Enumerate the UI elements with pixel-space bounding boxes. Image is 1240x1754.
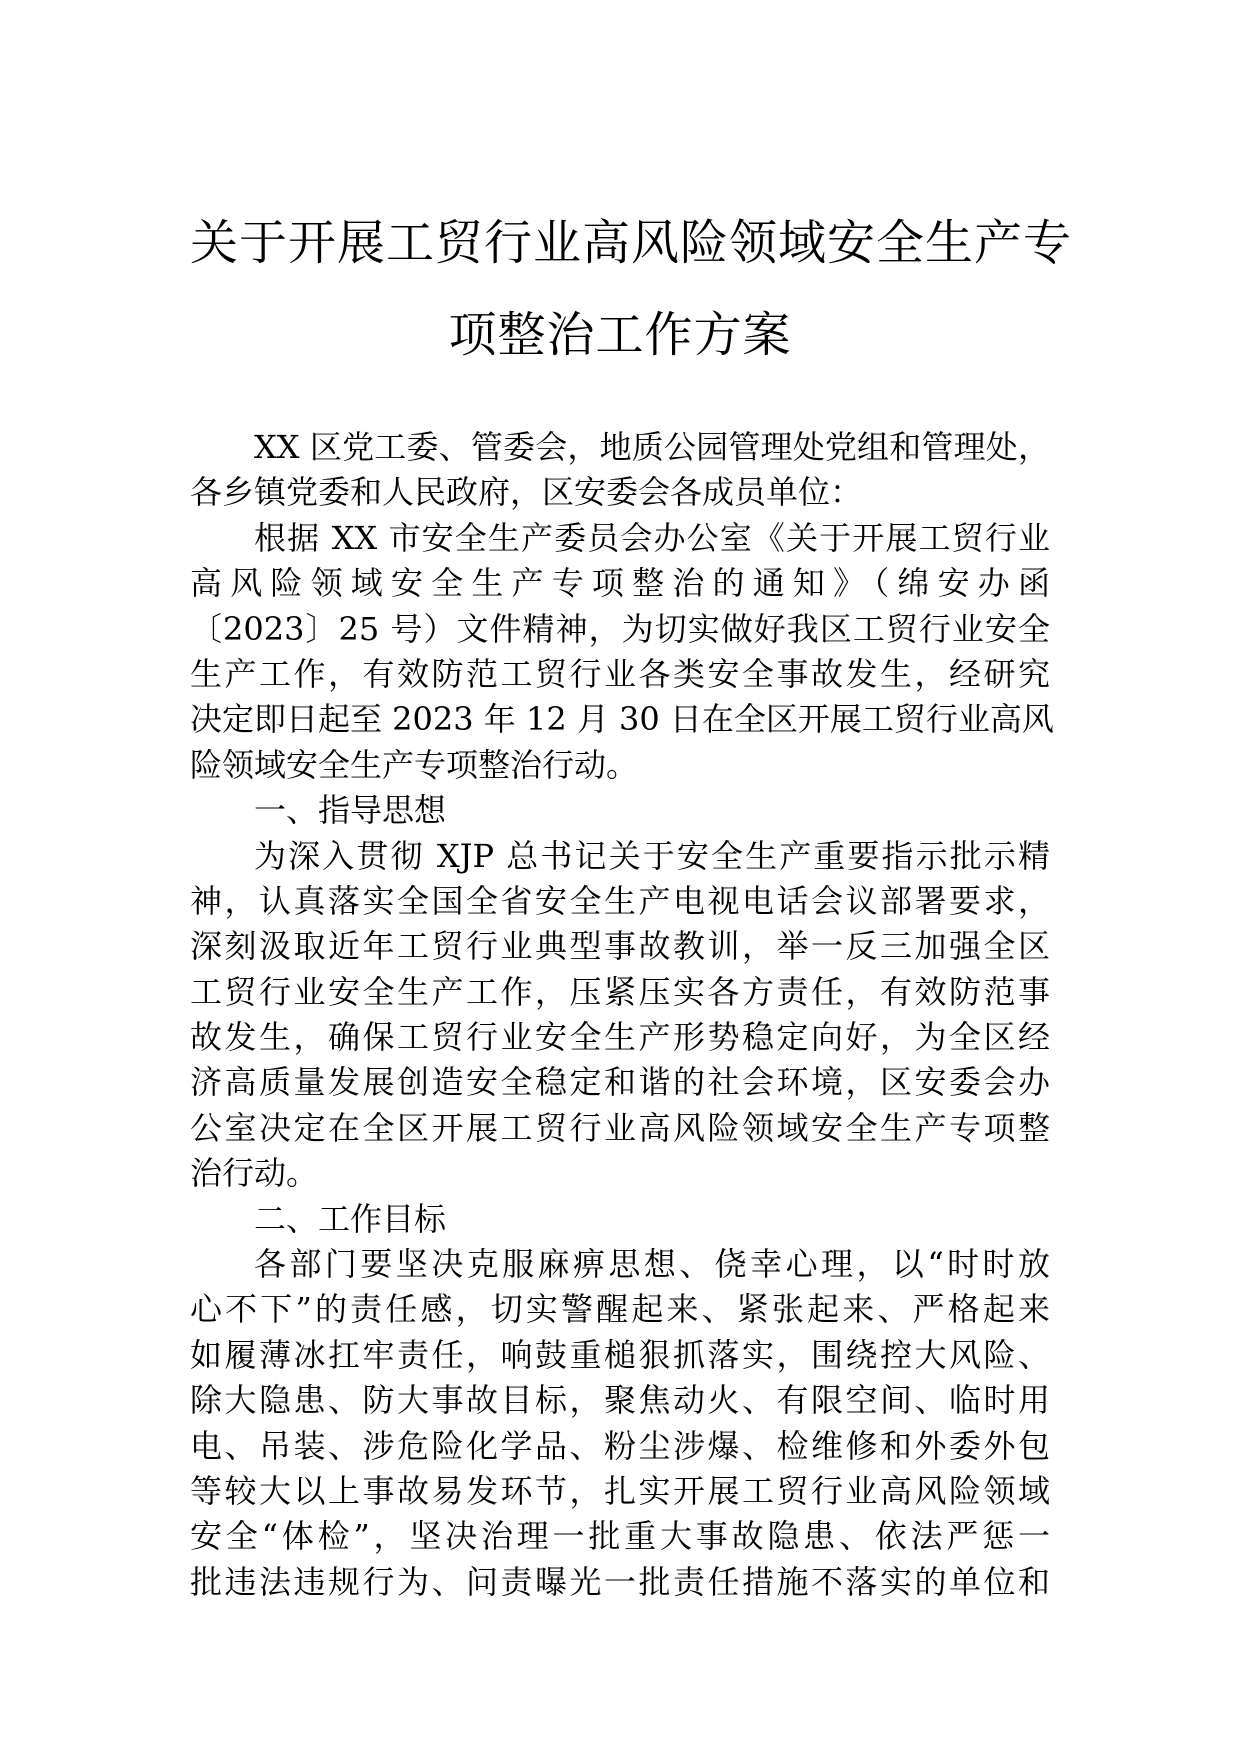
section2-line: 安全“体检”，坚决治理一批重大事故隐患、依法严惩一 xyxy=(190,1517,1050,1556)
section1-line: 济高质量发展创造安全稳定和谐的社会环境，区安委会办 xyxy=(190,1063,1050,1102)
intro-line: 险领域安全生产专项整治行动。 xyxy=(190,745,639,784)
section-heading-guiding-ideology: 一、指导思想 xyxy=(254,791,447,830)
intro-line: 生产工作，有效防范工贸行业各类安全事故发生，经研究 xyxy=(190,654,1050,693)
section1-line: 工贸行业安全生产工作，压紧压实各方责任，有效防范事 xyxy=(190,972,1050,1011)
intro-line: 高风险领域安全生产专项整治的通知》（绵安办函 xyxy=(190,564,1050,603)
section1-line: 神，认真落实全国全省安全生产电视电话会议部署要求， xyxy=(190,881,1050,920)
addressee-line: XX 区党工委、管委会，地质公园管理处党组和管理处， xyxy=(254,428,1050,466)
intro-line: 决定即日起至 2023 年 12 月 30 日在全区开展工贸行业高风 xyxy=(190,700,1054,739)
section1-line: 治行动。 xyxy=(190,1154,319,1193)
section1-line: 深刻汲取近年工贸行业典型事故教训，举一反三加强全区 xyxy=(190,927,1050,966)
section2-line: 心不下”的责任感，切实警醒起来、紧张起来、严格起来 xyxy=(190,1290,1050,1329)
document-body xyxy=(190,425,1054,1605)
section2-line: 等较大以上事故易发环节，扎实开展工贸行业高风险领域 xyxy=(190,1471,1050,1510)
section2-line: 除大隐患、防大事故目标，聚焦动火、有限空间、临时用 xyxy=(190,1381,1050,1420)
intro-line: 根据 XX 市安全生产委员会办公室《关于开展工贸行业 xyxy=(254,518,1050,557)
section2-line: 电、吊装、涉危险化学品、粉尘涉爆、检维修和外委外包 xyxy=(190,1426,1050,1465)
addressee-line: 各乡镇党委和人民政府，区安委会各成员单位： xyxy=(190,473,863,512)
section1-line: 公室决定在全区开展工贸行业高风险领域安全生产专项整 xyxy=(190,1108,1050,1147)
intro-line: 〔2023〕25 号）文件精神，为切实做好我区工贸行业安全 xyxy=(190,609,1050,648)
section1-line: 故发生，确保工贸行业安全生产形势稳定向好，为全区经 xyxy=(190,1018,1050,1057)
section1-line: 为深入贯彻 XJP 总书记关于安全生产重要指示批示精 xyxy=(254,836,1050,875)
section2-line: 批违法违规行为、问责曝光一批责任措施不落实的单位和 xyxy=(190,1562,1050,1601)
section2-line: 如履薄冰扛牢责任，响鼓重槌狠抓落实，围绕控大风险、 xyxy=(190,1335,1050,1374)
document-title-line-1: 关于开展工贸行业高风险领域安全生产专 xyxy=(190,215,1073,271)
section-heading-work-goals: 二、工作目标 xyxy=(254,1199,447,1238)
section2-line: 各部门要坚决克服麻痹思想、侥幸心理，以“时时放 xyxy=(254,1245,1050,1284)
document-title-line-2: 项整治工作方案 xyxy=(448,307,792,363)
